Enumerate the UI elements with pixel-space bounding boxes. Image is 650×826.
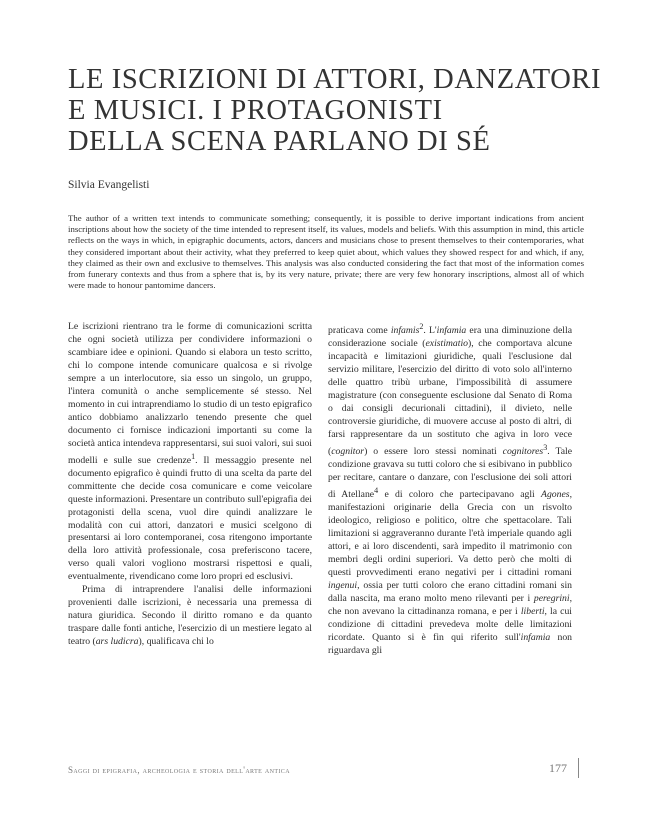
title-line-2: E MUSICI. I PROTAGONISTI — [68, 95, 443, 126]
p3-s13: . Tale condizione gravava su tutti coloro che si esibivano in pubblico per recitare, cantare o danzare, con l'esclusione dei soli attori di Atellane — [328, 446, 572, 501]
paragraph-2 — [68, 584, 312, 649]
paragraph-2-text-a: Prima di intraprendere l'analisi delle informazioni provenienti dalle iscrizioni, è necessaria una premessa di natura giuridica. Secondo il diritto romano e da quanto traspare dalle fonti antiche, l'esercizio di un mestiere legato al teatro ( — [68, 584, 312, 648]
term-cognitores: cognitores — [502, 446, 544, 458]
term-infamis: infamis — [390, 325, 420, 337]
p3-s4: . L' — [423, 325, 437, 337]
term-infamia-2: infamia — [520, 631, 551, 643]
body-column-right — [328, 321, 572, 658]
p3-s25: non riguardava gli — [328, 631, 573, 656]
p3-s23: , la cui condizione di cittadini prevedeva molte delle limitazioni ricordate. Quanto si è fin qui riferito sull' — [328, 605, 572, 643]
term-peregrini: peregrini — [533, 592, 570, 604]
footnote-ref-4[interactable]: 4 — [374, 485, 379, 495]
p3-s10: ) o essere loro stessi nominati — [364, 446, 503, 458]
paragraph-2-text-b: ), qualificava chi lo — [138, 636, 214, 648]
p3-s1: praticava come — [328, 325, 391, 337]
p3-s19: , ossia per tutti coloro che erano cittadini romani sin dalla nascita, ma erano molto meno rilevanti per i — [328, 579, 572, 604]
author-name: Silvia Evangelisti — [68, 179, 150, 191]
p3-s21: , che non avevano la cittadinanza romana, e per i — [328, 592, 572, 617]
page-number: 177 — [549, 761, 567, 775]
footer-divider — [578, 758, 579, 778]
p3-s15: e di coloro che partecipavano agli — [378, 489, 542, 501]
paragraph-3 — [328, 321, 572, 658]
term-liberti: liberti — [520, 605, 545, 617]
paragraph-1 — [68, 321, 312, 584]
paragraph-1-text-a: Le iscrizioni rientrano tra le forme di comunicazioni scritta che ogni società utilizza per condividere informazioni o scambiare idee e opinioni. Quando si elabora un testo scritto, chi lo compone intende comunicare qualcosa e si rivolge sempre a un interlocutore, sia esso un singolo, un gruppo, l'intera comunità o anche semplicemente sé stesso. Nel momento in cui intraprendiamo lo studio di un testo epigrafico antico dobbiamo analizzarlo tenendo presente che quel documento ci fornisce indicazioni importanti su come la società antica intendeva rappresentarsi, sui suoi valori, sui suoi modelli e sulle sue credenze — [68, 321, 312, 466]
term-ingenui: ingenui — [328, 579, 358, 591]
term-infamia: infamia — [436, 325, 467, 337]
p3-s17: , manifestazioni originarie della Grecia con un risvolto ideologico, religioso e politico, oltre che spettacolare. Tali limitazioni si aggraveranno durante l'età imperiale quando agli attori, e ai loro discendenti, sarà impedito il matrimonio con membri degli ordini superiori. Va detto però che molti di questi provvedimenti erano negativi per i cittadini romani — [328, 489, 572, 578]
running-footer: Saggi di epigrafia, archeologia e storia dell'arte antica — [68, 765, 290, 775]
footnote-ref-2[interactable]: 2 — [419, 322, 424, 331]
term-existimatio: existimatio — [425, 338, 468, 350]
term-agones: Agones — [541, 489, 570, 501]
term-ars-ludicra: ars ludicra — [95, 636, 139, 648]
title-line-1: LE ISCRIZIONI DI ATTORI, DANZATORI — [68, 64, 602, 95]
term-cognitor: cognitor — [331, 446, 365, 458]
abstract: The author of a written text intends to communicate something; consequently, it is possible to derive important indications from ancient inscriptions about how the society of the time intended to represent itself, its values, models and beliefs. With this assumption in mind, this article reflects on the ways in which, in epigraphic documents, actors, dancers and musicians chose to present themselves to their contemporaries, what they considered important about their activity, what they preferred to keep quiet about, which values they showed respect for and which, if any, they claimed as their own and exclusive to themselves. This analysis was also conducted considering the fact that most of the information comes from funerary contexts and thus from a sphere that is, by its very nature, private; there are very few honorary inscriptions, almost all of which were made to honour pantomime dancers. — [68, 213, 584, 291]
title-line-3: DELLA SCENA PARLANO DI SÉ — [68, 126, 491, 157]
footnote-ref-1[interactable]: 1 — [191, 451, 196, 461]
p3-s8: ), che comportava alcune incapacità e limitazioni giuridiche, quali l'esclusione dal servizio militare, l'esercizio del diritto di voto solo all'interno delle quattro tribù urbane, l'impossibilità di assumere magistrature (con conseguente esclusione dal Senato di Roma o dai consigli decurionali cittadini), il divieto, nelle controversie giuridiche, di muovere accuse al posto di altri, di farsi rappresentare da un sostituto che agiva in loro vece ( — [328, 338, 572, 458]
footnote-ref-3[interactable]: 3 — [543, 442, 548, 452]
body-column-left — [68, 321, 312, 649]
p3-s6: era una diminuzione della considerazione sociale ( — [328, 325, 572, 350]
paragraph-1-text-b: . Il messaggio presente nel documento epigrafico è quindi frutto di una scelta da parte del committente che decide cosa comunicare e come veicolare queste informazioni. Presentare un contributo sull'epigrafia dei protagonisti della scena, vuol dire quindi analizzare le modalità con cui attori, danzatori e musici scelgono di presentarsi ai loro contemporanei, cosa ritengono importante della loro attività professionale, cosa preferiscono tacere, verso quali valori vogliono mostrarsi rispettosi e quali, eventualmente, rivendicano come loro propri ed esclusivi. — [68, 454, 312, 583]
article-title — [68, 64, 608, 157]
